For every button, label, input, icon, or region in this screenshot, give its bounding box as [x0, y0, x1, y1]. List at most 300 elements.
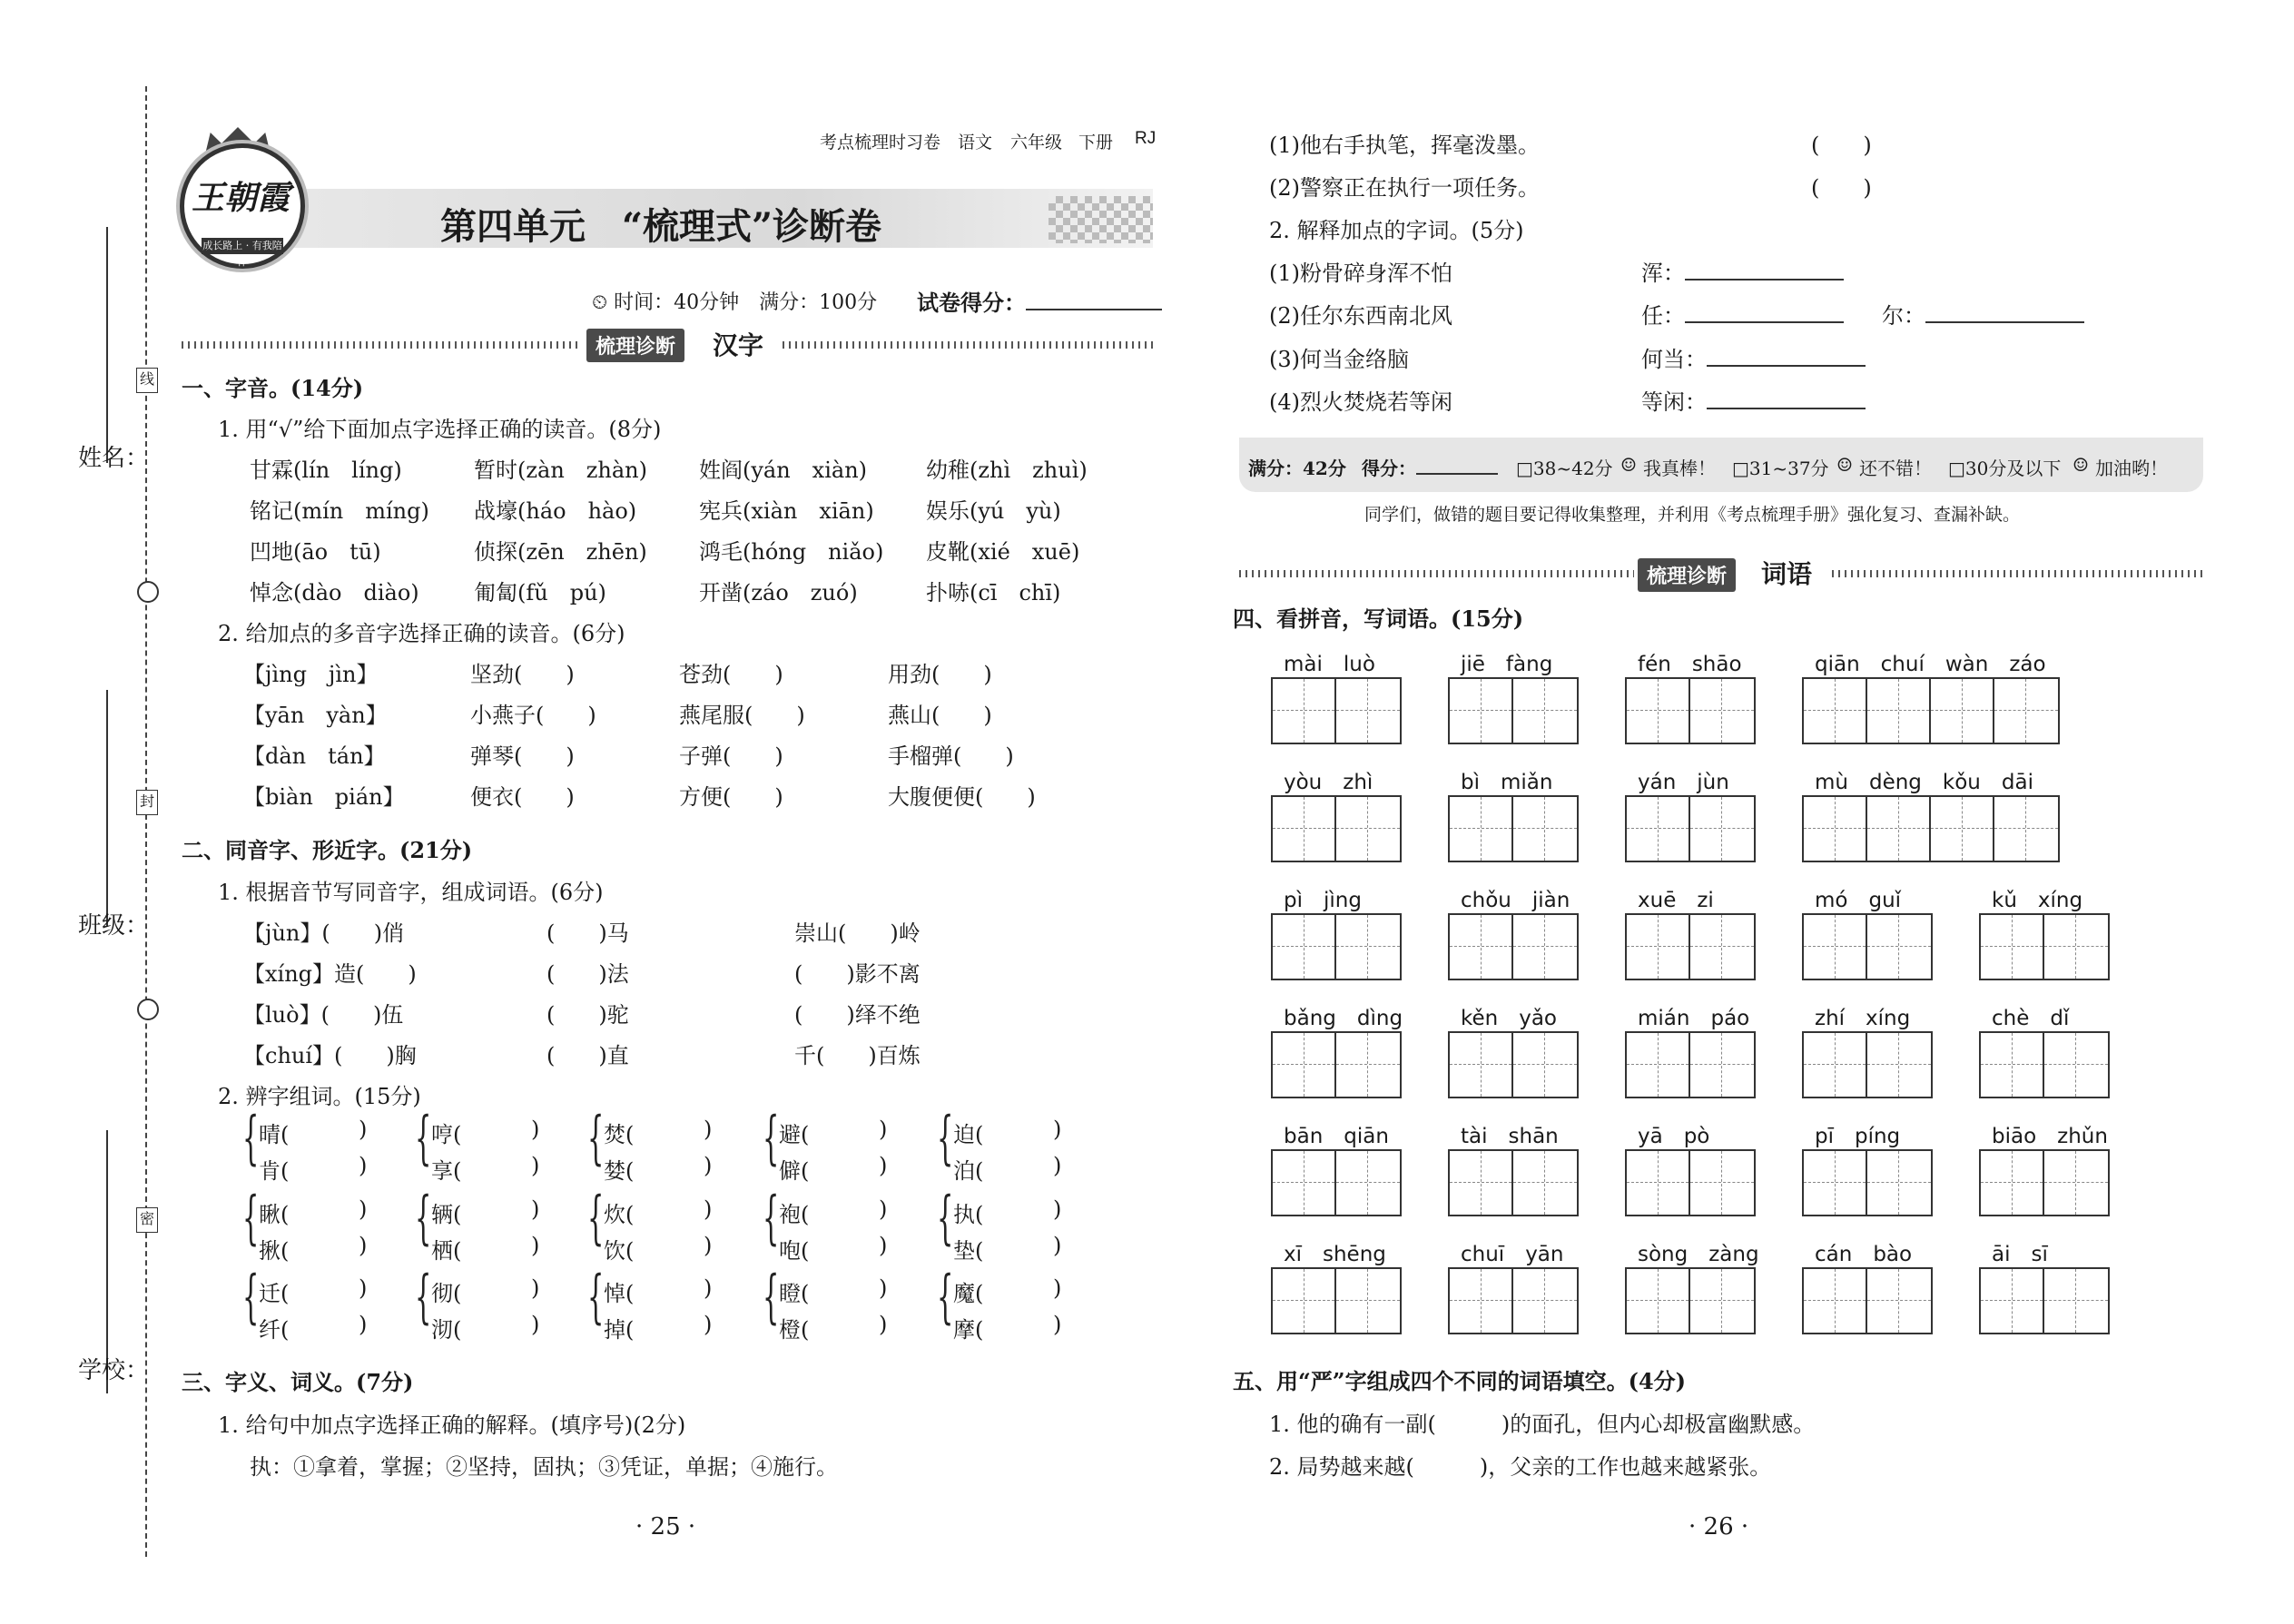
tianzige-cell[interactable]: [1513, 1151, 1577, 1215]
char-pair-item: 辆(: [431, 1202, 462, 1227]
close-paren: ): [1053, 1153, 1062, 1178]
writing-grid[interactable]: [1979, 1267, 2110, 1334]
tianzige-cell[interactable]: [1336, 1269, 1400, 1333]
poly-word: 苍劲( ): [679, 662, 783, 687]
tianzige-cell[interactable]: [1450, 679, 1513, 743]
char-pair-item: 咆(: [779, 1238, 810, 1264]
review-note: 同学们，做错的题目要记得收集整理，并利用《考点梳理手册》强化复习、查漏补缺。: [1364, 505, 2021, 525]
poly-word: 坚劲( ): [470, 662, 575, 687]
page-title: 第四单元 “梳理式”诊断卷: [440, 205, 882, 248]
tianzige-cell[interactable]: [1273, 1033, 1336, 1097]
homophone-item: 【jùn】( )俏: [243, 920, 405, 946]
close-paren: ): [359, 1117, 368, 1142]
poly-word: 弹琴( ): [470, 743, 575, 769]
tianzige-cell[interactable]: [1336, 915, 1400, 979]
char-pair-item: 掉(: [604, 1317, 635, 1343]
close-paren: ): [531, 1233, 540, 1258]
char-pair-item: 摩(: [953, 1317, 984, 1343]
writing-grid[interactable]: [1625, 1267, 1756, 1334]
pinyin-choice: 铭记(mín míng): [250, 498, 429, 524]
tianzige-cell[interactable]: [1690, 1151, 1754, 1215]
writing-grid[interactable]: [1448, 795, 1579, 862]
scorebar-comment: 还不错！: [1859, 458, 1932, 479]
tianzige-cell[interactable]: [1450, 1269, 1513, 1333]
tianzige-cell[interactable]: [1804, 1151, 1867, 1215]
title-checker-pattern: [1049, 196, 1153, 243]
tianzige-cell[interactable]: [1690, 679, 1754, 743]
brace-icon: {: [587, 1264, 605, 1331]
close-paren: ): [879, 1275, 888, 1301]
poly-word: 方便( ): [679, 784, 783, 810]
poly-word: 子弹( ): [679, 743, 783, 769]
tianzige-cell[interactable]: [1867, 1151, 1931, 1215]
char-pair-item: 迫(: [953, 1122, 984, 1147]
writing-grid[interactable]: [1271, 795, 1402, 862]
writing-grid[interactable]: [1979, 1031, 2110, 1098]
seal-circle-icon: [137, 581, 159, 603]
tianzige-cell[interactable]: [1627, 1269, 1690, 1333]
tianzige-cell[interactable]: [2044, 1033, 2108, 1097]
char-pair-item: 炊(: [604, 1202, 635, 1227]
writing-grid[interactable]: [1802, 677, 2060, 744]
close-paren: ): [704, 1153, 713, 1178]
char-pair-item: 瞅(: [259, 1202, 290, 1227]
explain-answer: 任：: [1641, 298, 1844, 330]
poly-word: 便衣( ): [470, 784, 575, 810]
pinyin-label: āi sī: [1992, 1243, 2048, 1266]
smile-icon: ☺: [1620, 454, 1637, 476]
pinyin-choice: 暂时(zàn zhàn): [474, 458, 648, 483]
pinyin-label: yòu zhì: [1284, 771, 1373, 794]
pinyin-choice: 匍匐(fǔ pú): [474, 580, 606, 605]
brace-icon: {: [763, 1105, 780, 1172]
pinyin-label: mián páo: [1638, 1007, 1750, 1030]
writing-grid[interactable]: [1802, 1149, 1933, 1216]
seal-mark: 密: [136, 1207, 158, 1233]
q2-heading: 二、同音字、形近字。(21分): [182, 837, 473, 863]
char-pair-item: 焚(: [604, 1122, 635, 1147]
poly-word: 大腹便便( ): [888, 784, 1036, 810]
header-edition: RJ: [1135, 129, 1157, 148]
pinyin-label: chǒu jiàn: [1461, 889, 1570, 912]
close-paren: ): [531, 1196, 540, 1222]
tianzige-cell[interactable]: [1690, 1033, 1754, 1097]
char-pair-item: 袍(: [779, 1202, 810, 1227]
q2-sub2: 2. 辨字组词。(15分): [218, 1084, 421, 1109]
close-paren: ): [531, 1312, 540, 1337]
header-subject: 语文: [958, 133, 993, 153]
close-paren: ): [1053, 1312, 1062, 1337]
char-pair-item: 魔(: [953, 1281, 984, 1306]
pinyin-label: kǔ xíng: [1992, 889, 2083, 912]
q1-sub1: 1. 用“√”给下面加点字选择正确的读音。(8分): [218, 417, 662, 442]
pinyin-choice: 幼稚(zhì zhuì): [926, 458, 1088, 483]
char-pair-item: 瞪(: [779, 1281, 810, 1306]
writing-grid[interactable]: [1271, 677, 1402, 744]
homophone-item: ( )法: [546, 961, 629, 987]
close-paren: ): [879, 1153, 888, 1178]
char-pair-item: 泊(: [953, 1158, 984, 1184]
explain-item: (1)粉骨碎身浑不怕: [1269, 261, 1452, 286]
pinyin-label: pì jìng: [1284, 889, 1362, 912]
q3-sub2: 2. 解释加点的字词。(5分): [1269, 218, 1524, 243]
char-pair-item: 哼(: [431, 1122, 462, 1147]
writing-grid[interactable]: [1625, 1031, 1756, 1098]
pinyin-label: pī píng: [1815, 1125, 1901, 1148]
char-pair-item: 执(: [953, 1202, 984, 1227]
section-divider: [182, 341, 581, 349]
section-title: 词语: [1761, 559, 1813, 589]
tianzige-cell[interactable]: [1450, 915, 1513, 979]
brace-icon: {: [415, 1105, 432, 1172]
tianzige-cell[interactable]: [1981, 1151, 2044, 1215]
tianzige-cell[interactable]: [1627, 679, 1690, 743]
tianzige-cell[interactable]: [1336, 1033, 1400, 1097]
writing-grid[interactable]: [1625, 677, 1756, 744]
close-paren: ): [359, 1196, 368, 1222]
homophone-item: 【chuí】( )胸: [243, 1043, 417, 1068]
close-paren: ): [879, 1312, 888, 1337]
pinyin-choice: 甘霖(lín líng): [250, 458, 402, 483]
poly-reading: 【jìng jìn】: [243, 662, 379, 687]
q1-heading: 一、字音。(14分): [182, 375, 364, 401]
brace-icon: {: [415, 1264, 432, 1331]
brace-icon: {: [937, 1264, 954, 1331]
explain-answer: 尔：: [1882, 298, 2084, 330]
tianzige-cell[interactable]: [1804, 1269, 1867, 1333]
tianzige-cell[interactable]: [1804, 915, 1867, 979]
pinyin-choice: 战壕(háo hào): [474, 498, 637, 524]
writing-grid[interactable]: [1448, 677, 1579, 744]
close-paren: ): [359, 1233, 368, 1258]
close-paren: ): [359, 1312, 368, 1337]
explain-item: (2)任尔东西南北风: [1269, 303, 1452, 329]
char-pair-item: 享(: [431, 1158, 462, 1184]
pinyin-label: tài shān: [1461, 1125, 1559, 1148]
pinyin-label: bì miǎn: [1461, 771, 1553, 794]
pinyin-label: mài luò: [1284, 653, 1375, 676]
smile-icon: ☺: [2072, 454, 2089, 476]
pinyin-label: bān qiān: [1284, 1125, 1389, 1148]
close-paren: ): [704, 1117, 713, 1142]
close-paren: ): [879, 1196, 888, 1222]
brace-icon: {: [242, 1264, 260, 1331]
close-paren: ): [1053, 1196, 1062, 1222]
pinyin-choice: 娱乐(yú yù): [926, 498, 1061, 524]
close-paren: ): [704, 1233, 713, 1258]
writing-grid[interactable]: [1802, 1031, 1933, 1098]
close-paren: ): [359, 1153, 368, 1178]
q3-item: (2)警察正在执行一项任务。: [1269, 175, 1540, 201]
brace-icon: {: [587, 1185, 605, 1252]
writing-grid[interactable]: [1625, 913, 1756, 980]
tianzige-cell[interactable]: [1273, 1151, 1336, 1215]
close-paren: ): [531, 1117, 540, 1142]
pinyin-choice: 鸿毛(hóng niǎo): [699, 539, 884, 565]
q3-options: 执：①拿着，掌握；②坚持，固执；③凭证，单据；④施行。: [250, 1454, 838, 1480]
close-paren: ): [704, 1275, 713, 1301]
tianzige-cell[interactable]: [1804, 797, 1867, 861]
poly-reading: 【biàn pián】: [243, 784, 405, 810]
poly-word: 手榴弹( ): [888, 743, 1014, 769]
writing-grid[interactable]: [1271, 1267, 1402, 1334]
tianzige-cell[interactable]: [1513, 915, 1577, 979]
close-paren: ): [704, 1196, 713, 1222]
tianzige-cell[interactable]: [1627, 1033, 1690, 1097]
score-label: 试卷得分：: [917, 285, 1162, 317]
writing-grid[interactable]: [1979, 913, 2110, 980]
class-label: 班级：: [78, 912, 150, 940]
char-pair-item: 沏(: [431, 1317, 462, 1343]
tianzige-cell[interactable]: [2044, 915, 2108, 979]
pinyin-choice: 悼念(dào diào): [250, 580, 419, 605]
tianzige-cell[interactable]: [1867, 679, 1931, 743]
section-badge: 梳理诊断: [586, 329, 684, 362]
char-pair-item: 栖(: [431, 1238, 462, 1264]
tianzige-cell[interactable]: [1273, 1269, 1336, 1333]
pinyin-label: yán jùn: [1638, 771, 1729, 794]
q3-item: (1)他右手执笔，挥毫泼墨。: [1269, 133, 1540, 158]
tianzige-cell[interactable]: [1513, 1033, 1577, 1097]
school-blank-line: [106, 1130, 108, 1393]
close-paren: ): [1053, 1233, 1062, 1258]
homophone-item: 【xíng】造( ): [243, 961, 417, 987]
exam-meta: ⏲ 时间：40分钟 满分：100分: [592, 291, 878, 314]
close-paren: ): [704, 1312, 713, 1337]
tianzige-cell[interactable]: [1273, 679, 1336, 743]
explain-answer: 等闲：: [1641, 384, 1866, 416]
tianzige-cell[interactable]: [1627, 797, 1690, 861]
q5-item: 1. 他的确有一副( )的面孔，但内心却极富幽默感。: [1269, 1412, 1816, 1437]
char-pair-item: 避(: [779, 1122, 810, 1147]
poly-reading: 【dàn tán】: [243, 743, 386, 769]
close-paren: ): [879, 1233, 888, 1258]
pinyin-label: sòng zàng: [1638, 1243, 1759, 1266]
writing-grid[interactable]: [1448, 1149, 1579, 1216]
logo-ribbon: 成长路上 · 有我陪伴: [202, 240, 282, 268]
pinyin-label: mó guǐ: [1815, 889, 1902, 912]
section-divider: [783, 341, 1155, 349]
char-pair-item: 迁(: [259, 1281, 290, 1306]
tianzige-cell[interactable]: [1690, 1269, 1754, 1333]
q4-heading: 四、看拼音，写词语。(15分): [1233, 605, 1524, 632]
tianzige-cell[interactable]: [1336, 679, 1400, 743]
q1-sub2: 2. 给加点的多音字选择正确的读音。(6分): [218, 621, 625, 646]
tianzige-cell[interactable]: [1994, 679, 2058, 743]
writing-grid[interactable]: [1448, 913, 1579, 980]
char-pair-item: 晴(: [259, 1122, 290, 1147]
page-number-right: · 26 ·: [1689, 1513, 1749, 1540]
char-pair-item: 垫(: [953, 1238, 984, 1264]
char-pair-item: 肯(: [259, 1158, 290, 1184]
tianzige-cell[interactable]: [1981, 915, 2044, 979]
scorebar-comment: 我真棒！: [1643, 458, 1716, 479]
page-number-left: · 25 ·: [635, 1513, 696, 1540]
tianzige-cell[interactable]: [1867, 797, 1931, 861]
close-paren: ): [879, 1117, 888, 1142]
pinyin-choice: 开凿(záo zuó): [699, 580, 858, 605]
char-pair-item: 婪(: [604, 1158, 635, 1184]
writing-grid[interactable]: [1271, 1149, 1402, 1216]
tianzige-cell[interactable]: [1931, 679, 1994, 743]
q3-heading: 三、字义、词义。(7分): [182, 1369, 414, 1395]
writing-grid[interactable]: [1271, 1031, 1402, 1098]
explain-item: (3)何当金络脑: [1269, 347, 1409, 372]
pinyin-choice: 皮靴(xié xuē): [926, 539, 1080, 565]
tianzige-cell[interactable]: [1867, 1269, 1931, 1333]
brace-icon: {: [763, 1185, 780, 1252]
tianzige-cell[interactable]: [1981, 1033, 2044, 1097]
pinyin-label: yā pò: [1638, 1125, 1710, 1148]
tianzige-cell[interactable]: [2044, 1269, 2108, 1333]
char-pair-item: 悼(: [604, 1281, 635, 1306]
homophone-item: ( )马: [546, 920, 629, 946]
char-pair-item: 揪(: [259, 1238, 290, 1264]
tianzige-cell[interactable]: [1627, 1151, 1690, 1215]
smile-icon: ☺: [1836, 454, 1853, 476]
answer-paren: ( ): [1811, 133, 1872, 158]
name-label: 姓名：: [78, 445, 150, 472]
tianzige-cell[interactable]: [1867, 1033, 1931, 1097]
close-paren: ): [1053, 1117, 1062, 1142]
seal-mark: 线: [136, 368, 158, 393]
pinyin-label: jiē fàng: [1461, 653, 1553, 676]
brace-icon: {: [587, 1105, 605, 1172]
class-blank-line: [106, 690, 108, 926]
tianzige-cell[interactable]: [1931, 797, 1994, 861]
homophone-item: ( )驼: [546, 1002, 629, 1028]
header-volume: 下册: [1078, 133, 1114, 153]
seal-circle-icon: [137, 999, 159, 1020]
char-pair-item: 饮(: [604, 1238, 635, 1264]
pinyin-label: biāo zhǔn: [1992, 1125, 2108, 1148]
writing-grid[interactable]: [1271, 913, 1402, 980]
section-title: 汉字: [713, 330, 764, 360]
q5-heading: 五、用“严”字组成四个不同的词语填空。(4分): [1233, 1368, 1687, 1394]
pinyin-choice: 宪兵(xiàn xiān): [699, 498, 874, 524]
pinyin-label: fén shāo: [1638, 653, 1742, 676]
answer-paren: ( ): [1811, 175, 1872, 201]
close-paren: ): [531, 1153, 540, 1178]
char-pair-item: 彻(: [431, 1281, 462, 1306]
poly-reading: 【yān yàn】: [243, 703, 388, 728]
homophone-item: ( )绎不绝: [794, 1002, 921, 1028]
tianzige-cell[interactable]: [1450, 1151, 1513, 1215]
pinyin-choice: 姓阎(yán xiàn): [699, 458, 868, 483]
writing-grid[interactable]: [1625, 795, 1756, 862]
pinyin-label: bǎng dìng: [1284, 1007, 1403, 1030]
tianzige-cell[interactable]: [1804, 1033, 1867, 1097]
explain-answer: 浑：: [1641, 255, 1844, 287]
school-label: 学校：: [78, 1357, 150, 1384]
poly-word: 用劲( ): [888, 662, 992, 687]
brace-icon: {: [242, 1185, 260, 1252]
char-pair-item: 纤(: [259, 1317, 290, 1343]
poly-word: 燕尾服( ): [679, 703, 805, 728]
tianzige-cell[interactable]: [1273, 797, 1336, 861]
tianzige-cell[interactable]: [1513, 797, 1577, 861]
pinyin-choice: 凹地(āo tū): [250, 539, 381, 565]
scorebar-full: 满分：42分: [1248, 458, 1346, 479]
tianzige-cell[interactable]: [2044, 1151, 2108, 1215]
brace-icon: {: [763, 1264, 780, 1331]
logo-text: 王朝霞: [191, 179, 290, 217]
scorebar-range: □31~37分: [1732, 458, 1829, 479]
homophone-item: ( )影不离: [794, 961, 921, 987]
char-pair-item: 橙(: [779, 1317, 810, 1343]
section-divider: [1239, 570, 1634, 577]
homophone-item: 崇山( )岭: [794, 920, 921, 946]
pinyin-label: chè dǐ: [1992, 1007, 2070, 1030]
tianzige-cell[interactable]: [1336, 797, 1400, 861]
tianzige-cell[interactable]: [1690, 797, 1754, 861]
tianzige-cell[interactable]: [1336, 1151, 1400, 1215]
explain-answer: 何当：: [1641, 341, 1866, 373]
q2-sub1: 1. 根据音节写同音字，组成词语。(6分): [218, 880, 604, 905]
pinyin-label: chuī yān: [1461, 1243, 1564, 1266]
scorebar-range: □38~42分: [1516, 458, 1613, 479]
brace-icon: {: [242, 1105, 260, 1172]
tianzige-cell[interactable]: [1867, 915, 1931, 979]
pinyin-label: qiān chuí wàn záo: [1815, 653, 2046, 676]
tianzige-cell[interactable]: [1450, 797, 1513, 861]
close-paren: ): [1053, 1275, 1062, 1301]
scorebar-comment: 加油哟！: [2095, 458, 2168, 479]
header-grade: 六年级: [1010, 133, 1063, 153]
name-blank-line: [106, 227, 108, 463]
close-paren: ): [531, 1275, 540, 1301]
explain-item: (4)烈火焚烧若等闲: [1269, 389, 1452, 415]
tianzige-cell[interactable]: [1627, 915, 1690, 979]
pinyin-label: mù dèng kǒu dāi: [1815, 771, 2033, 794]
brace-icon: {: [415, 1185, 432, 1252]
pinyin-label: xī shēng: [1284, 1243, 1386, 1266]
pinyin-label: kěn yǎo: [1461, 1007, 1558, 1030]
homophone-item: ( )直: [546, 1043, 629, 1068]
poly-word: 小燕子( ): [470, 703, 596, 728]
close-paren: ): [359, 1275, 368, 1301]
brace-icon: {: [937, 1105, 954, 1172]
writing-grid[interactable]: [1448, 1031, 1579, 1098]
pinyin-label: zhí xíng: [1815, 1007, 1911, 1030]
tianzige-cell[interactable]: [1690, 915, 1754, 979]
q3-sub1: 1. 给句中加点字选择正确的解释。(填序号)(2分): [218, 1412, 686, 1438]
writing-grid[interactable]: [1802, 795, 2060, 862]
tianzige-cell[interactable]: [1994, 797, 2058, 861]
section-divider: [1832, 570, 2203, 577]
writing-grid[interactable]: [1802, 913, 1933, 980]
tianzige-cell[interactable]: [1513, 1269, 1577, 1333]
binding-dashed-line: [145, 86, 147, 1557]
tianzige-cell[interactable]: [1804, 679, 1867, 743]
poly-word: 燕山( ): [888, 703, 992, 728]
writing-grid[interactable]: [1979, 1149, 2110, 1216]
pinyin-choice: 扑哧(cī chī): [926, 580, 1061, 605]
writing-grid[interactable]: [1625, 1149, 1756, 1216]
pinyin-choice: 侦探(zēn zhēn): [474, 539, 647, 565]
char-pair-item: 僻(: [779, 1158, 810, 1184]
scorebar-got: 得分：: [1362, 454, 1498, 480]
tianzige-cell[interactable]: [1513, 679, 1577, 743]
homophone-item: 千( )百炼: [794, 1043, 921, 1068]
tianzige-cell[interactable]: [1981, 1269, 2044, 1333]
header-series: 考点梳理时习卷: [820, 133, 941, 153]
tianzige-cell[interactable]: [1450, 1033, 1513, 1097]
section-badge: 梳理诊断: [1638, 558, 1736, 592]
tianzige-cell[interactable]: [1273, 915, 1336, 979]
writing-grid[interactable]: [1448, 1267, 1579, 1334]
writing-grid[interactable]: [1802, 1267, 1933, 1334]
